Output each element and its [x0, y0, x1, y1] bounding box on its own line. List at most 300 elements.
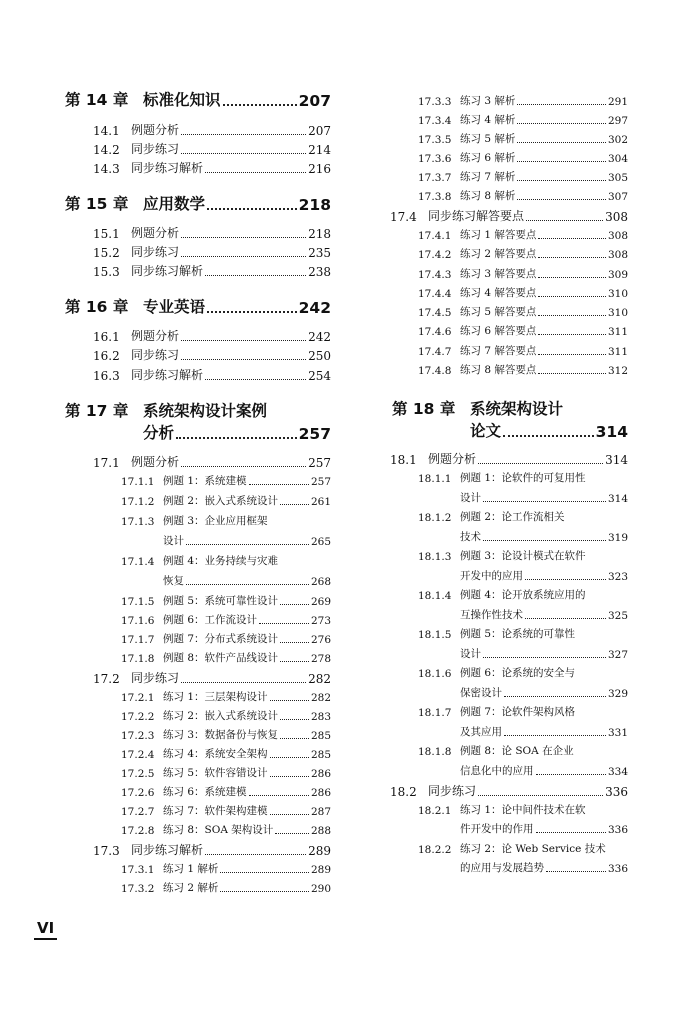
dot-leader — [270, 700, 309, 701]
section-number: 18.1 — [390, 453, 417, 467]
toc-subsection — [418, 704, 628, 719]
section-title: 例题分析 — [428, 452, 477, 466]
dot-leader — [504, 696, 606, 697]
subsection-title-cont: 技术 — [460, 531, 481, 543]
page-ref: 304 — [607, 153, 628, 165]
dot-leader — [205, 172, 306, 173]
dot-leader — [181, 466, 306, 467]
subsection-title-cont: 开发中的应用 — [460, 570, 523, 582]
page-ref: 291 — [607, 96, 628, 108]
subsection-number: 18.1.6 — [418, 668, 452, 680]
chapter-number: 第 16 章 — [65, 298, 129, 316]
dot-leader — [207, 208, 297, 210]
subsection-number: 17.2.6 — [121, 787, 155, 799]
toc-subsection — [418, 343, 628, 358]
subsection-title-cont: 及其应用 — [460, 726, 502, 738]
toc-subsection — [121, 513, 331, 528]
subsection-number: 17.4.4 — [418, 288, 452, 300]
dot-leader — [181, 682, 306, 683]
subsection-title: 练习 6 解析 — [460, 152, 516, 164]
dot-leader — [546, 871, 606, 872]
chapter-title: 标准化知识 — [143, 91, 221, 109]
subsection-title: 练习 4 解答要点 — [460, 287, 537, 299]
page-ref: 278 — [310, 653, 331, 665]
subsection-number: 17.3.5 — [418, 134, 452, 146]
toc-subsection-cont — [460, 490, 628, 505]
dot-leader — [275, 833, 309, 834]
dot-leader — [270, 776, 309, 777]
page-ref: 287 — [310, 806, 331, 818]
subsection-title: 练习 8 解析 — [460, 190, 516, 202]
toc-subsection-cont — [460, 529, 628, 544]
dot-leader — [176, 437, 297, 439]
dot-leader — [181, 237, 306, 238]
dot-leader — [538, 257, 606, 258]
section-title: 同步练习 — [131, 245, 180, 259]
dot-leader — [220, 891, 309, 892]
page-ref: 257 — [298, 425, 331, 443]
section-title: 同步练习解析 — [131, 368, 204, 382]
dot-leader — [181, 256, 306, 257]
dot-leader — [517, 199, 606, 200]
section-number: 16.2 — [93, 349, 120, 363]
subsection-number: 18.1.8 — [418, 746, 452, 758]
page-ref: 216 — [308, 162, 331, 176]
subsection-number: 17.3.4 — [418, 115, 452, 127]
toc-subsection — [121, 746, 331, 761]
dot-leader — [249, 795, 309, 796]
chapter-title: 应用数学 — [143, 195, 206, 213]
subsection-title: 例题 8：论 SOA 在企业 — [460, 745, 574, 757]
subsection-number: 17.1.2 — [121, 496, 155, 508]
toc-subsection — [418, 587, 628, 602]
page-ref: 314 — [607, 493, 628, 505]
subsection-title: 练习 1：三层架构设计 — [163, 691, 268, 703]
toc-subsection — [418, 509, 628, 524]
chapter-title-cont: 分析 — [143, 424, 175, 442]
toc-section — [390, 450, 628, 467]
dot-leader — [517, 123, 606, 124]
subsection-title-cont: 件开发中的作用 — [460, 823, 534, 835]
section-title: 同步练习解析 — [131, 843, 204, 857]
page-ref: 327 — [607, 649, 628, 661]
subsection-number: 17.4.6 — [418, 326, 452, 338]
section-title: 同步练习 — [131, 348, 180, 362]
subsection-title: 例题 8：软件产品线设计 — [163, 652, 279, 664]
section-number: 16.1 — [93, 330, 120, 344]
toc-subsection — [121, 822, 331, 837]
toc-subsection-cont — [460, 821, 628, 836]
toc-subsection-cont — [460, 724, 628, 739]
page-ref: 310 — [607, 307, 628, 319]
toc-subsection-cont — [460, 607, 628, 622]
subsection-title: 练习 1：论中间件技术在软 — [460, 804, 586, 816]
toc-subsection — [418, 304, 628, 319]
toc-subsection — [121, 612, 331, 627]
dot-leader — [220, 872, 309, 873]
toc-subsection-cont — [460, 763, 628, 778]
toc-subsection — [121, 689, 331, 704]
section-number: 15.3 — [93, 265, 120, 279]
page-ref: 286 — [310, 787, 331, 799]
dot-leader — [181, 134, 306, 135]
page-ref: 336 — [605, 785, 628, 799]
dot-leader — [181, 359, 306, 360]
subsection-number: 17.1.7 — [121, 634, 155, 646]
subsection-title: 例题 4：论开放系统应用的 — [460, 589, 586, 601]
page-ref: 273 — [310, 615, 331, 627]
page-ref: 218 — [298, 196, 331, 214]
subsection-title: 练习 4 解析 — [460, 114, 516, 126]
page-number: VI — [34, 918, 57, 940]
dot-leader — [517, 142, 606, 143]
toc-subsection — [418, 285, 628, 300]
subsection-number: 18.1.4 — [418, 590, 452, 602]
page-ref: 257 — [310, 476, 331, 488]
subsection-number: 17.3.6 — [418, 153, 452, 165]
subsection-number: 17.2.2 — [121, 711, 155, 723]
page-ref: 282 — [310, 692, 331, 704]
dot-leader — [249, 484, 309, 485]
toc-subsection — [418, 169, 628, 184]
subsection-title: 练习 6 解答要点 — [460, 325, 537, 337]
subsection-title: 练习 5 解析 — [460, 133, 516, 145]
subsection-title: 例题 5：论系统的可靠性 — [460, 628, 576, 640]
toc-subsection — [418, 131, 628, 146]
toc-section — [93, 140, 331, 157]
subsection-title: 例题 1：系统建模 — [163, 475, 247, 487]
toc-chapter-18-line2 — [470, 419, 628, 441]
toc-chapter-18-line1 — [392, 397, 628, 419]
toc-subsection — [418, 150, 628, 165]
toc-section — [93, 453, 331, 470]
page-ref: 288 — [310, 825, 331, 837]
toc-subsection — [418, 548, 628, 563]
dot-leader — [525, 618, 606, 619]
toc-subsection — [418, 802, 628, 817]
page-ref: 312 — [607, 365, 628, 377]
subsection-title: 练习 7：软件架构建模 — [163, 805, 268, 817]
section-number: 17.3 — [93, 844, 120, 858]
toc-subsection — [418, 246, 628, 261]
subsection-title: 练习 6：系统建模 — [163, 786, 247, 798]
page-ref: 276 — [310, 634, 331, 646]
toc-section — [93, 327, 331, 344]
page-ref: 302 — [607, 134, 628, 146]
subsection-title: 练习 3：数据备份与恢复 — [163, 729, 279, 741]
page-ref: 329 — [607, 688, 628, 700]
page-ref: 336 — [607, 824, 628, 836]
dot-leader — [478, 463, 603, 464]
subsection-title: 例题 7：论软件架构风格 — [460, 706, 576, 718]
subsection-title: 练习 1 解析 — [163, 863, 219, 875]
subsection-title: 练习 2 解析 — [163, 882, 219, 894]
subsection-title-cont: 保密设计 — [460, 687, 502, 699]
chapter-title: 系统架构设计 — [470, 400, 564, 418]
toc-section — [93, 121, 331, 138]
page-ref: 269 — [310, 596, 331, 608]
subsection-title: 练习 4：系统安全架构 — [163, 748, 268, 760]
subsection-number: 17.4.1 — [418, 230, 452, 242]
subsection-title-cont: 设计 — [163, 535, 184, 547]
subsection-number: 17.1.8 — [121, 653, 155, 665]
toc-subsection — [418, 743, 628, 758]
subsection-title: 例题 4：业务持续与灾难 — [163, 555, 279, 567]
page-ref: 238 — [308, 265, 331, 279]
page-ref: 334 — [607, 766, 628, 778]
dot-leader — [538, 373, 606, 374]
subsection-number: 17.1.6 — [121, 615, 155, 627]
page-ref: 290 — [310, 883, 331, 895]
section-title: 同步练习解析 — [131, 161, 204, 175]
subsection-number: 17.1.4 — [121, 556, 155, 568]
page-ref: 308 — [607, 230, 628, 242]
dot-leader — [538, 296, 606, 297]
subsection-title: 例题 6：工作流设计 — [163, 614, 258, 626]
toc-subsection-cont — [460, 860, 628, 875]
page-ref: 311 — [607, 346, 628, 358]
dot-leader — [205, 275, 306, 276]
subsection-number: 18.2.2 — [418, 844, 452, 856]
subsection-number: 17.3.2 — [121, 883, 155, 895]
page-ref: 242 — [308, 330, 331, 344]
subsection-number: 17.2.4 — [121, 749, 155, 761]
dot-leader — [270, 757, 309, 758]
subsection-title-cont: 恢复 — [163, 575, 184, 587]
page-ref: 286 — [310, 768, 331, 780]
toc-subsection — [121, 473, 331, 488]
page-ref: 307 — [607, 191, 628, 203]
page-ref: 257 — [308, 456, 331, 470]
dot-leader — [538, 315, 606, 316]
subsection-number: 17.3.7 — [418, 172, 452, 184]
section-title: 同步练习解答要点 — [428, 209, 525, 223]
dot-leader — [186, 584, 309, 585]
subsection-number: 17.4.8 — [418, 365, 452, 377]
subsection-title: 练习 3 解析 — [460, 95, 516, 107]
page-ref: 297 — [607, 115, 628, 127]
toc-subsection — [418, 665, 628, 680]
subsection-number: 18.1.1 — [418, 473, 452, 485]
page-ref: 323 — [607, 571, 628, 583]
section-title: 例题分析 — [131, 123, 180, 137]
toc-section — [93, 841, 331, 858]
section-number: 17.2 — [93, 672, 120, 686]
page-ref: 319 — [607, 532, 628, 544]
dot-leader — [538, 277, 606, 278]
subsection-number: 17.2.8 — [121, 825, 155, 837]
section-number: 14.3 — [93, 162, 120, 176]
subsection-number: 17.4.3 — [418, 269, 452, 281]
page-ref: 308 — [605, 210, 628, 224]
toc-subsection-cont — [460, 646, 628, 661]
subsection-number: 17.3.1 — [121, 864, 155, 876]
dot-leader — [280, 604, 309, 605]
dot-leader — [478, 795, 603, 796]
section-number: 16.3 — [93, 369, 120, 383]
page-ref: 207 — [308, 124, 331, 138]
page-ref: 310 — [607, 288, 628, 300]
subsection-title: 例题 2：嵌入式系统设计 — [163, 495, 279, 507]
dot-leader — [525, 579, 606, 580]
chapter-number: 第 17 章 — [65, 402, 129, 420]
subsection-title: 练习 2：嵌入式系统设计 — [163, 710, 279, 722]
subsection-title: 练习 8：SOA 架构设计 — [163, 824, 274, 836]
subsection-number: 18.1.5 — [418, 629, 452, 641]
subsection-number: 17.3.8 — [418, 191, 452, 203]
dot-leader — [536, 832, 606, 833]
subsection-number: 17.4.2 — [418, 249, 452, 261]
chapter-number: 第 18 章 — [392, 400, 456, 418]
subsection-title: 例题 6：论系统的安全与 — [460, 667, 576, 679]
subsection-title: 练习 1 解答要点 — [460, 229, 537, 241]
dot-leader — [223, 104, 297, 106]
toc-subsection — [418, 188, 628, 203]
section-number: 15.2 — [93, 246, 120, 260]
dot-leader — [538, 354, 606, 355]
dot-leader — [205, 854, 306, 855]
toc-subsection-cont — [163, 533, 331, 548]
subsection-title: 例题 3：企业应用框架 — [163, 515, 268, 527]
toc-subsection — [121, 708, 331, 723]
page-ref: 265 — [310, 536, 331, 548]
dot-leader — [503, 435, 594, 437]
subsection-number: 18.1.3 — [418, 551, 452, 563]
subsection-title: 练习 7 解答要点 — [460, 345, 537, 357]
subsection-number: 17.3.3 — [418, 96, 452, 108]
page-ref: 218 — [308, 227, 331, 241]
subsection-number: 17.4.5 — [418, 307, 452, 319]
subsection-title: 例题 3：论设计模式在软件 — [460, 550, 586, 562]
toc-chapter-17-line1 — [65, 399, 331, 421]
subsection-title-cont: 互操作性技术 — [460, 609, 523, 621]
dot-leader — [280, 661, 309, 662]
page-ref: 308 — [607, 249, 628, 261]
subsection-title-cont: 的应用与发展趋势 — [460, 862, 544, 874]
subsection-number: 17.4.7 — [418, 346, 452, 358]
dot-leader — [280, 738, 309, 739]
toc-subsection — [121, 553, 331, 568]
page-ref: 309 — [607, 269, 628, 281]
section-number: 14.1 — [93, 124, 120, 138]
subsection-title: 例题 7：分布式系统设计 — [163, 633, 279, 645]
toc-subsection — [418, 323, 628, 338]
subsection-title-cont: 信息化中的应用 — [460, 765, 534, 777]
toc-section — [93, 346, 331, 363]
chapter-number: 第 14 章 — [65, 91, 129, 109]
subsection-number: 17.2.3 — [121, 730, 155, 742]
section-number: 18.2 — [390, 785, 417, 799]
page-ref: 289 — [308, 844, 331, 858]
subsection-number: 18.1.2 — [418, 512, 452, 524]
section-number: 15.1 — [93, 227, 120, 241]
dot-leader — [538, 334, 606, 335]
dot-leader — [517, 180, 606, 181]
toc-subsection — [121, 593, 331, 608]
toc-subsection — [121, 493, 331, 508]
toc-section — [93, 366, 331, 383]
page-ref: 285 — [310, 730, 331, 742]
subsection-title: 练习 2 解答要点 — [460, 248, 537, 260]
page-ref: 242 — [298, 299, 331, 317]
toc-subsection — [121, 880, 331, 895]
dot-leader — [181, 340, 306, 341]
section-title: 例题分析 — [131, 455, 180, 469]
dot-leader — [504, 735, 606, 736]
subsection-title: 例题 5：系统可靠性设计 — [163, 595, 279, 607]
dot-leader — [205, 379, 306, 380]
dot-leader — [186, 544, 309, 545]
dot-leader — [280, 642, 309, 643]
toc-section — [93, 262, 331, 279]
chapter-title: 专业英语 — [143, 298, 206, 316]
subsection-number: 17.1.3 — [121, 516, 155, 528]
toc-subsection — [121, 765, 331, 780]
section-number: 17.4 — [390, 210, 417, 224]
toc-subsection — [121, 861, 331, 876]
toc-chapter-15 — [65, 192, 331, 214]
dot-leader — [483, 657, 606, 658]
toc-section — [93, 243, 331, 260]
toc-subsection — [418, 841, 628, 856]
toc-section — [93, 224, 331, 241]
page-ref: 254 — [308, 369, 331, 383]
subsection-title: 练习 5：软件容错设计 — [163, 767, 268, 779]
chapter-title: 系统架构设计案例 — [143, 402, 268, 420]
page-ref: 207 — [298, 92, 331, 110]
subsection-number: 17.2.1 — [121, 692, 155, 704]
section-title: 同步练习 — [428, 784, 477, 798]
subsection-title: 练习 2：论 Web Service 技术 — [460, 843, 606, 855]
toc-section — [93, 159, 331, 176]
toc-chapter-14 — [65, 88, 331, 110]
toc-subsection — [121, 650, 331, 665]
page-ref: 214 — [308, 143, 331, 157]
section-title: 例题分析 — [131, 329, 180, 343]
toc-section — [390, 782, 628, 799]
subsection-title-cont: 设计 — [460, 648, 481, 660]
subsection-number: 17.2.5 — [121, 768, 155, 780]
page-ref: 305 — [607, 172, 628, 184]
subsection-title: 练习 3 解答要点 — [460, 268, 537, 280]
subsection-number: 17.1.5 — [121, 596, 155, 608]
subsection-number: 17.2.7 — [121, 806, 155, 818]
toc-subsection — [418, 470, 628, 485]
toc-section — [93, 669, 331, 686]
page-ref: 311 — [607, 326, 628, 338]
section-title: 同步练习 — [131, 142, 180, 156]
dot-leader — [538, 238, 606, 239]
dot-leader — [280, 504, 309, 505]
dot-leader — [483, 540, 606, 541]
toc-subsection-cont — [460, 568, 628, 583]
page-ref: 250 — [308, 349, 331, 363]
toc-subsection-cont — [460, 685, 628, 700]
toc-section — [390, 207, 628, 224]
toc-subsection-cont — [163, 573, 331, 588]
dot-leader — [526, 220, 603, 221]
page-ref: 283 — [310, 711, 331, 723]
toc-subsection — [418, 93, 628, 108]
section-number: 14.2 — [93, 143, 120, 157]
page-ref: 314 — [595, 423, 628, 441]
section-title: 同步练习 — [131, 671, 180, 685]
chapter-number: 第 15 章 — [65, 195, 129, 213]
subsection-title: 练习 7 解析 — [460, 171, 516, 183]
toc-subsection — [418, 112, 628, 127]
dot-leader — [259, 623, 309, 624]
dot-leader — [207, 311, 297, 313]
